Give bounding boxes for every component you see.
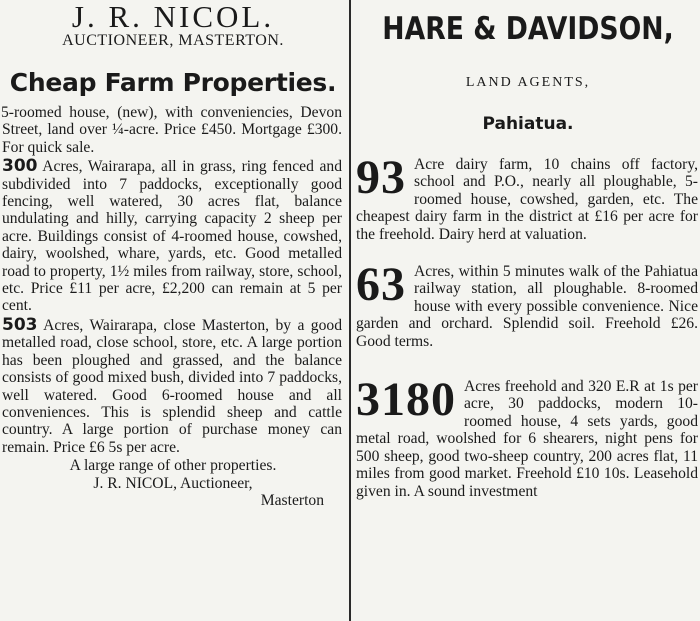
listing-63-acres: [356, 263, 700, 350]
listing-93-acre: [356, 156, 700, 243]
listing-text: Acres freehold and 320 E.R at 1s per acre, 30 paddocks, modern 10-roomed house, 4 sets yards, good metal road, woolshed for 6 shearers, night pens for 500 sheep, good two-sheep country, 200 acres flat, 11 miles from good market. Freehold £10 10s. Leasehold given in. A sound investment: [356, 378, 698, 500]
listing-text: Acres, Wairarapa, close Masterton, by a good metalled road, close school, store, etc. A large portion has been ploughed and grassed, and the balance consists of good mixed bush, divided into 7 paddocks, well watered. Good 6-roomed house and all conveniences. This is splendid sheep and cattle country. A large portion of purchase money can remain. Price £6 5s per acre.: [2, 316, 342, 456]
signature-line: J. R. NICOL, Auctioneer,: [93, 474, 253, 492]
advertiser-name: HARE & DAVIDSON,: [382, 11, 674, 47]
listing-300-acres: [2, 158, 342, 315]
signature-place: Masterton: [260, 491, 324, 509]
listing-text: Acres, within 5 minutes walk of the Pahiatua railway station, all ploughable. 8-roomed house with every possible convenience. Nice garden and orchard. Splendid soil. Freehold £26. Good terms.: [356, 263, 698, 350]
hare-davidson-advertisement: [356, 0, 700, 621]
listing-acreage: 3180: [356, 378, 456, 427]
nicol-advertisement: [0, 0, 346, 621]
advertiser-place: Pahiatua.: [482, 114, 574, 134]
listing-503-acres: [2, 314, 342, 456]
other-properties-note: A large range of other properties.: [69, 457, 277, 475]
ad-heading: Cheap Farm Properties.: [9, 68, 337, 97]
listing-acreage: 63: [356, 263, 406, 312]
listing-house: 5-roomed house, (new), with conveniencies, Devon Street, land over ¼-acre. Price £450. Mortgage £300. For quick sale.: [1, 104, 342, 156]
listing-text: Acre dairy farm, 10 chains off factory, school and P.O., nearly all ploughable, 5-roomed house, cowshed, garden, etc. The cheapest dairy farm in the district at £16 per acre for the freehold. Dairy herd at valuation.: [356, 156, 698, 243]
listing-text: Acres, Wairarapa, all in grass, ring fenced and subdivided into 7 paddocks, exceptionally good fencing, well watered, 30 acres flat, balance undulating and hilly, carrying capacity 2 sheep per acre. Buildings consist of 4-roomed house, cowshed, dairy, woolshed, whare, yards, etc. Good metalled road to property, 1½ miles from railway, store, school, etc. Price £11 per acre, £2,200 can remain at 5 per cent.: [2, 158, 342, 315]
listing-3180-acres: [356, 378, 700, 500]
advertiser-role: LAND AGENTS,: [465, 75, 591, 90]
advertiser-name: J. R. NICOL.: [71, 0, 275, 34]
column-rule: [349, 0, 351, 621]
listing-acreage: 503: [2, 314, 38, 335]
listing-acreage: 300: [2, 156, 38, 177]
advertiser-role: AUCTIONEER, MASTERTON.: [62, 32, 284, 49]
listing-acreage: 93: [356, 156, 406, 204]
